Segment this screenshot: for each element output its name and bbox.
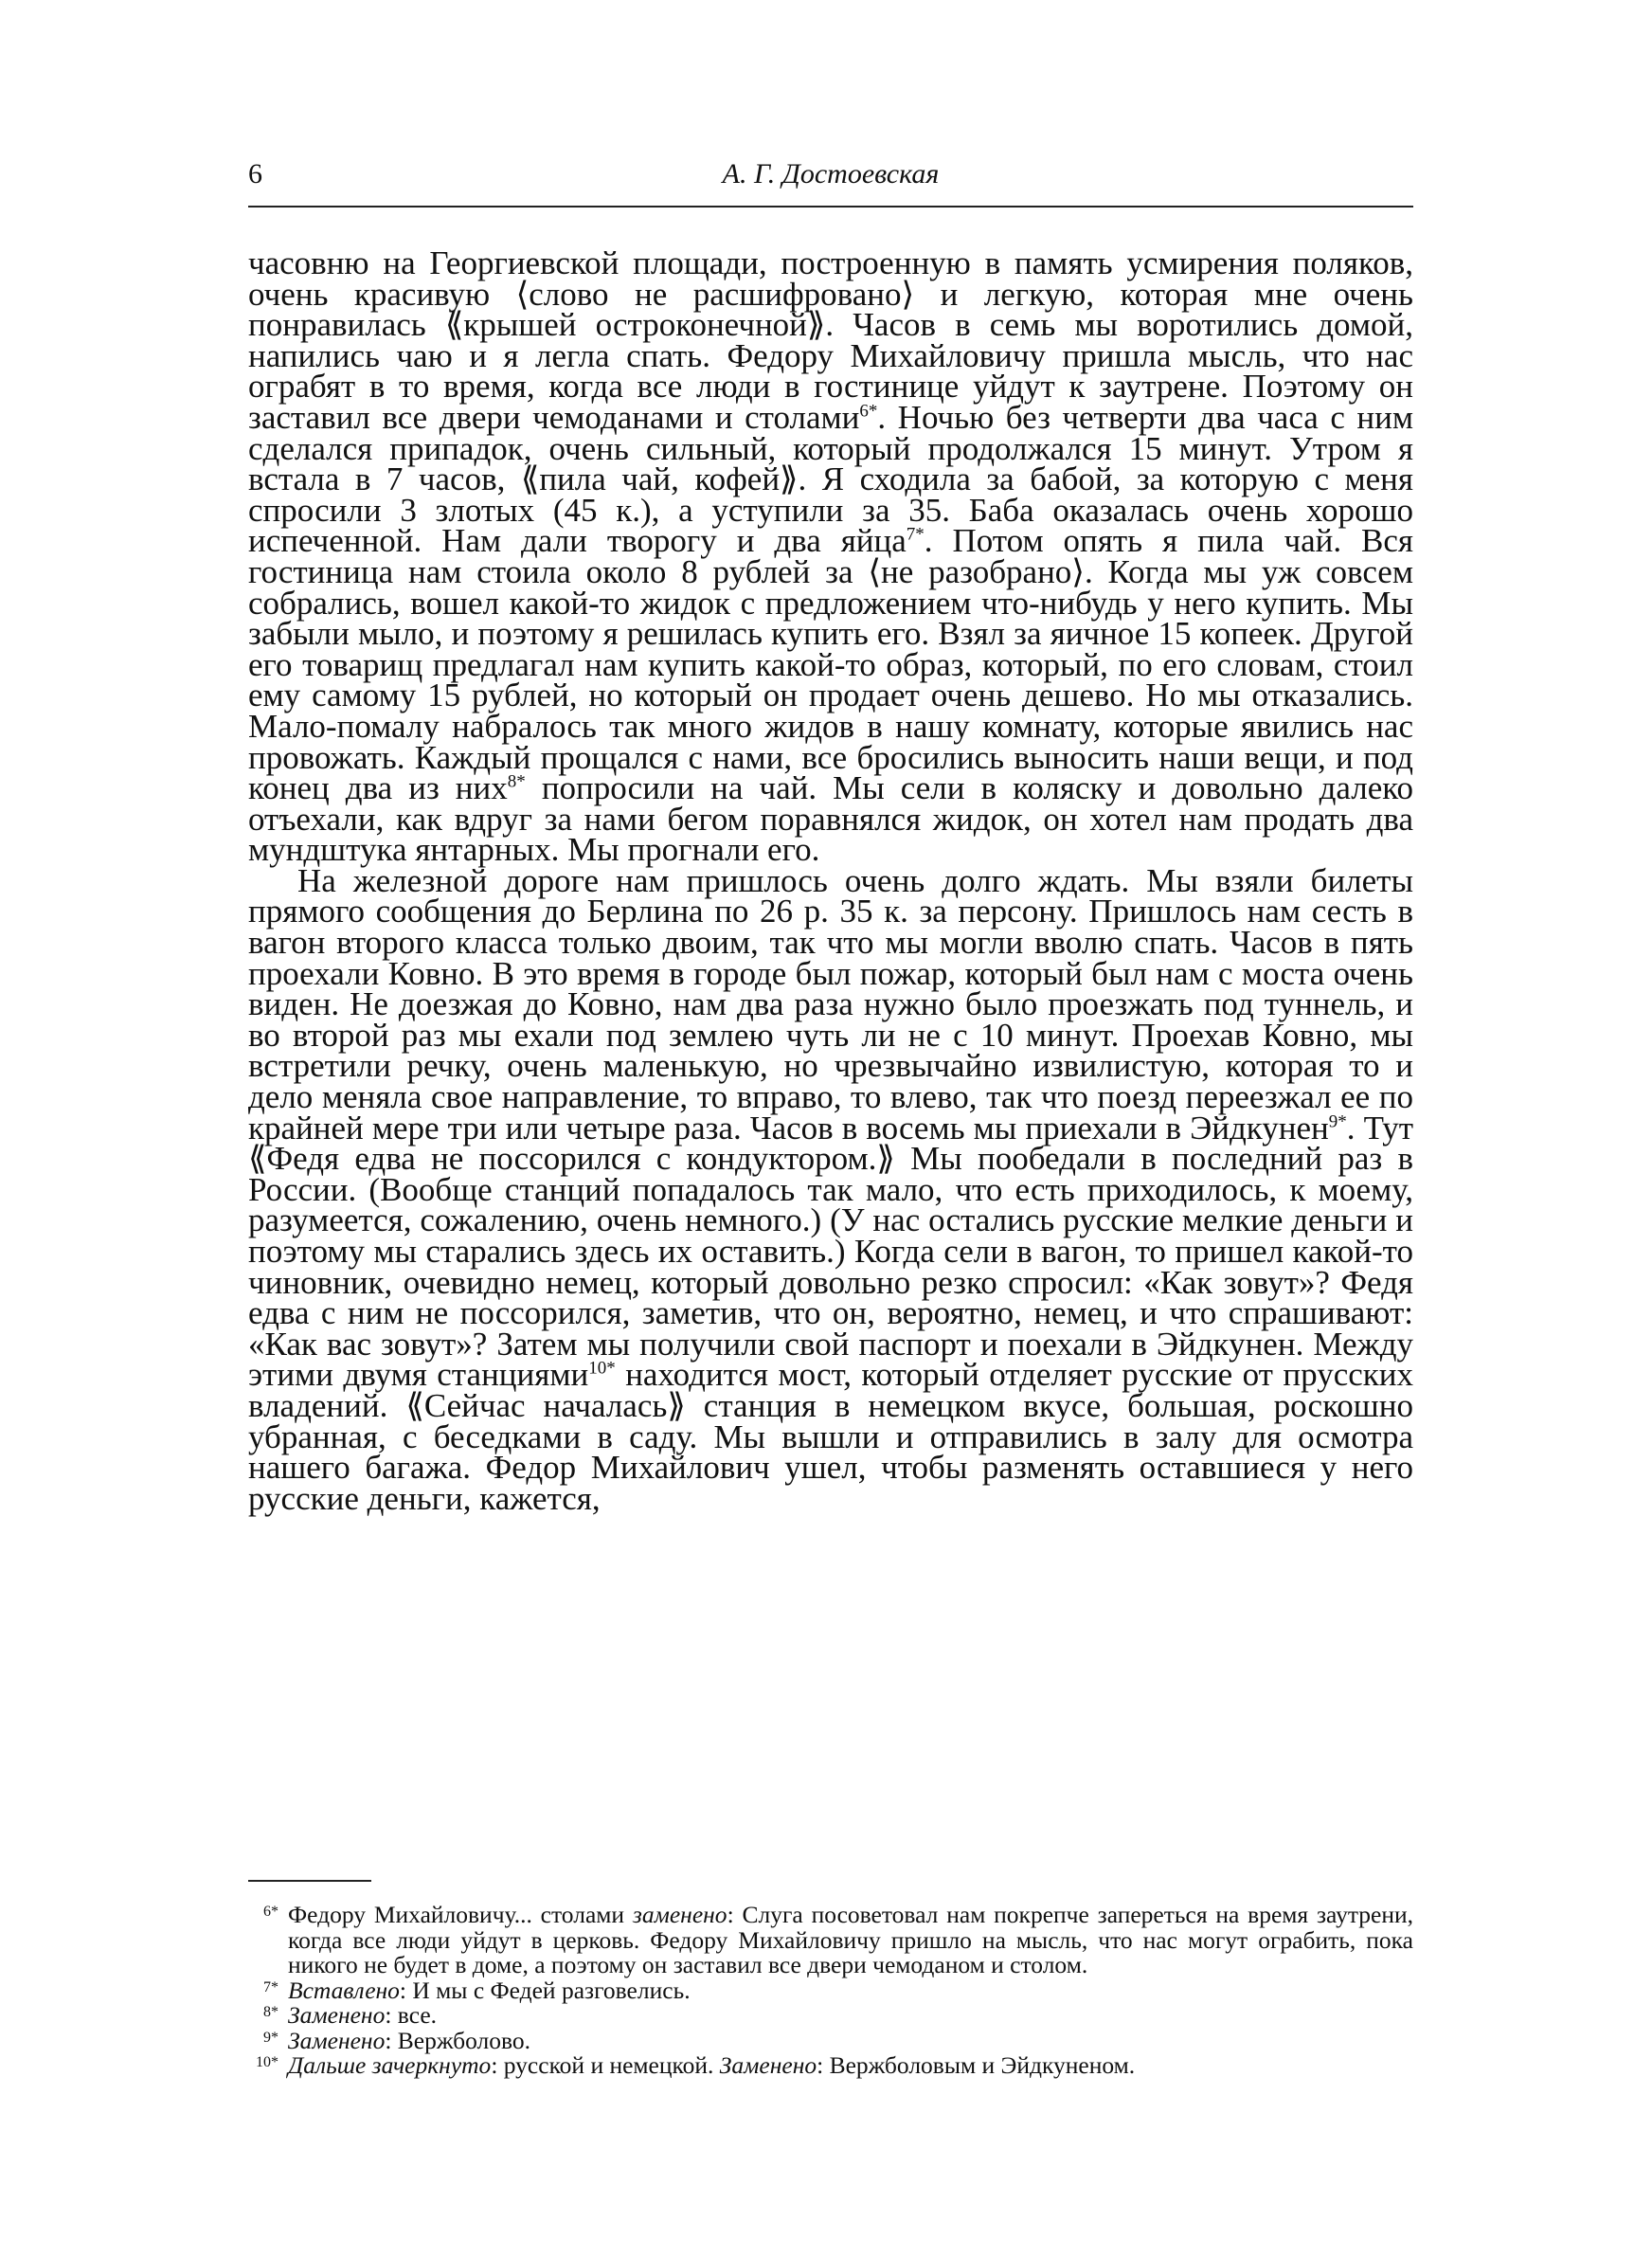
paragraph-1	[248, 244, 1413, 869]
footnote-italic: Вставлено	[288, 1976, 400, 2004]
footnote-ref-9[interactable]: 9*	[1328, 1110, 1347, 1131]
footnote-9	[248, 2026, 1413, 2054]
footnote-ref-8[interactable]: 8*	[507, 771, 526, 792]
footnote-ref-10[interactable]: 10*	[588, 1358, 616, 1379]
text-run: . Потом опять я пила чай. Вся гостиница нам стоила около 8 рублей за ⟨не разобрано⟩. Когда мы уж совсем собрались, вошел какой-то жидок с предложением что-нибудь у него купить. Мы забыли мыло, и поэтому я решилась купить его. Взял за яичное 15 копеек. Другой его товарищ предлагал нам купить какой-то образ, который, по его словам, стоил ему самому 15 рублей, но который он продает очень дешево. Но мы отказались. Мало-помалу набралось так много жидов в нашу комнату, которые явились нас провожать. Каждый прощался с нами, все бросились выносить наши вещи, и под конец два из них	[248, 522, 1413, 807]
footnote-marker: 10*	[256, 2054, 278, 2070]
text-run: . Тут ⟪Федя едва не поссорился с кондуктором.⟫ Мы пообедали в последний раз в России. (Вообще станций попадалось так мало, что есть приходилось, к моему, разумеется, сожалению, очень немного.) (У нас остались русские мелкие деньги и поэтому мы старались здесь их оставить.) Когда сели в вагон, то пришел какой-то чиновник, очевидно немец, который довольно резко спросил: «Как зовут»? Федя едва с ним не поссорился, заметив, что он, вероятно, немец, и что спрашивают: «Как вас зовут»? Затем мы получили свой паспорт и поехали в Эйдкунен. Между этими двумя станциями	[248, 1109, 1414, 1394]
footnote-text: : Вержболово.	[385, 2026, 531, 2054]
footnotes	[248, 1903, 1413, 2079]
footnote-italic: Заменено	[288, 2001, 386, 2029]
footnote-italic: Заменено	[288, 2026, 386, 2054]
footnote-text: Федору Михайловичу... столами	[288, 1901, 633, 1928]
footnote-italic: Дальше зачеркнуто	[288, 2051, 492, 2079]
footnote-italic: Заменено	[719, 2051, 817, 2079]
footnote-text: : русской и немецкой.	[491, 2051, 720, 2079]
footnote-10	[248, 2053, 1413, 2079]
footnote-ref-7[interactable]: 7*	[906, 524, 925, 545]
footnote-7	[248, 1978, 1413, 2004]
footnote-8	[248, 2003, 1413, 2029]
page-number: 6	[248, 158, 262, 190]
running-title: А. Г. Достоевская	[722, 158, 940, 190]
footnote-text: : И мы с Федей разговелись.	[399, 1976, 691, 2004]
text-run: находится мост, который отделяет русские от прусских владений. ⟪Сейчас началась⟫ станция в немецком вкусе, большая, роскошно убранная, с беседками в саду. Мы вышли и отправились в залу для осмотра нашего багажа. Федор Михайлович ушел, чтобы разменять оставшиеся у него русские деньги, кажется,	[248, 1356, 1413, 1517]
footnote-text: : все.	[385, 2001, 438, 2029]
text-run: На железной дороге нам пришлось очень долго ждать. Мы взяли билеты прямого сообщения до Берлина по 26 р. 35 к. за персону. Пришлось нам сесть в вагон второго класса только двоим, так что мы могли вволю спать. Часов в пять проехали Ковно. В это время в городе был пожар, который был нам с моста очень виден. Не доезжая до Ковно, нам два раза нужно было проезжать под туннель, и во второй раз мы ехали под землею чуть ли не с 10 минут. Проехав Ковно, мы встретили речку, очень маленькую, но чрезвычайно извилистую, которая то и дело меняла свое направление, то вправо, то влево, так что поезд переезжал ее по крайней мере три или четыре раза. Часов в восемь мы приехали в Эйдкунен	[248, 861, 1413, 1147]
footnote-divider	[248, 1880, 371, 1882]
text-run: часовню на Георгиевской площади, построенную в память усмирения поляков, очень красивую ⟨слово не расшифровано⟩ и легкую, которая мне очень понравилась ⟪крышей остроконечной⟫. Часов в семь мы воротились домой, напились чаю и я легла спать. Федору Михайловичу пришла мысль, что нас ограбят в то время, когда все люди в гостинице уйдут к заутрене. Поэтому он заставил все двери чемоданами и столами	[248, 244, 1413, 436]
footnote-6	[248, 1903, 1413, 1978]
footnote-marker: 7*	[263, 1978, 278, 1995]
footnote-marker: 9*	[263, 2029, 278, 2046]
footnote-text: : Слуга посоветовал нам покрепче запереться на время заутрени, когда все люди уйдут в церковь. Федору Михайловичу пришло на мысль, что нас могут ограбить, пока никого не будет в доме, а поэтому он заставил все двери чемоданом и столом.	[288, 1901, 1414, 1978]
footnote-ref-6[interactable]: 6*	[859, 401, 878, 422]
text-run: . Ночью без четверти два часа с ним сделался припадок, очень сильный, который продолжался 15 минут. Утром я встала в 7 часов, ⟪пила чай, кофей⟫. Я сходила за бабой, за которую с меня спросили 3 злотых (45 к.), а уступили за 35. Баба оказалась очень хорошо испеченной. Нам дали творогу и два яйца	[248, 398, 1413, 560]
paragraph-2	[248, 861, 1414, 1517]
footnote-marker: 6*	[263, 1904, 278, 1920]
page-header	[248, 156, 1413, 208]
main-text	[248, 244, 1414, 1517]
footnote-marker: 8*	[263, 2004, 278, 2020]
footnote-italic: заменено	[632, 1901, 727, 1928]
footnote-text: : Вержболовым и Эйдкуненом.	[817, 2051, 1136, 2079]
text-run: попросили на чай. Мы сели в коляску и довольно далеко отъехали, как вдруг за нами бегом поравнялся жидок, он хотел нам продать два мундштука янтарных. Мы прогнали его.	[248, 769, 1413, 869]
